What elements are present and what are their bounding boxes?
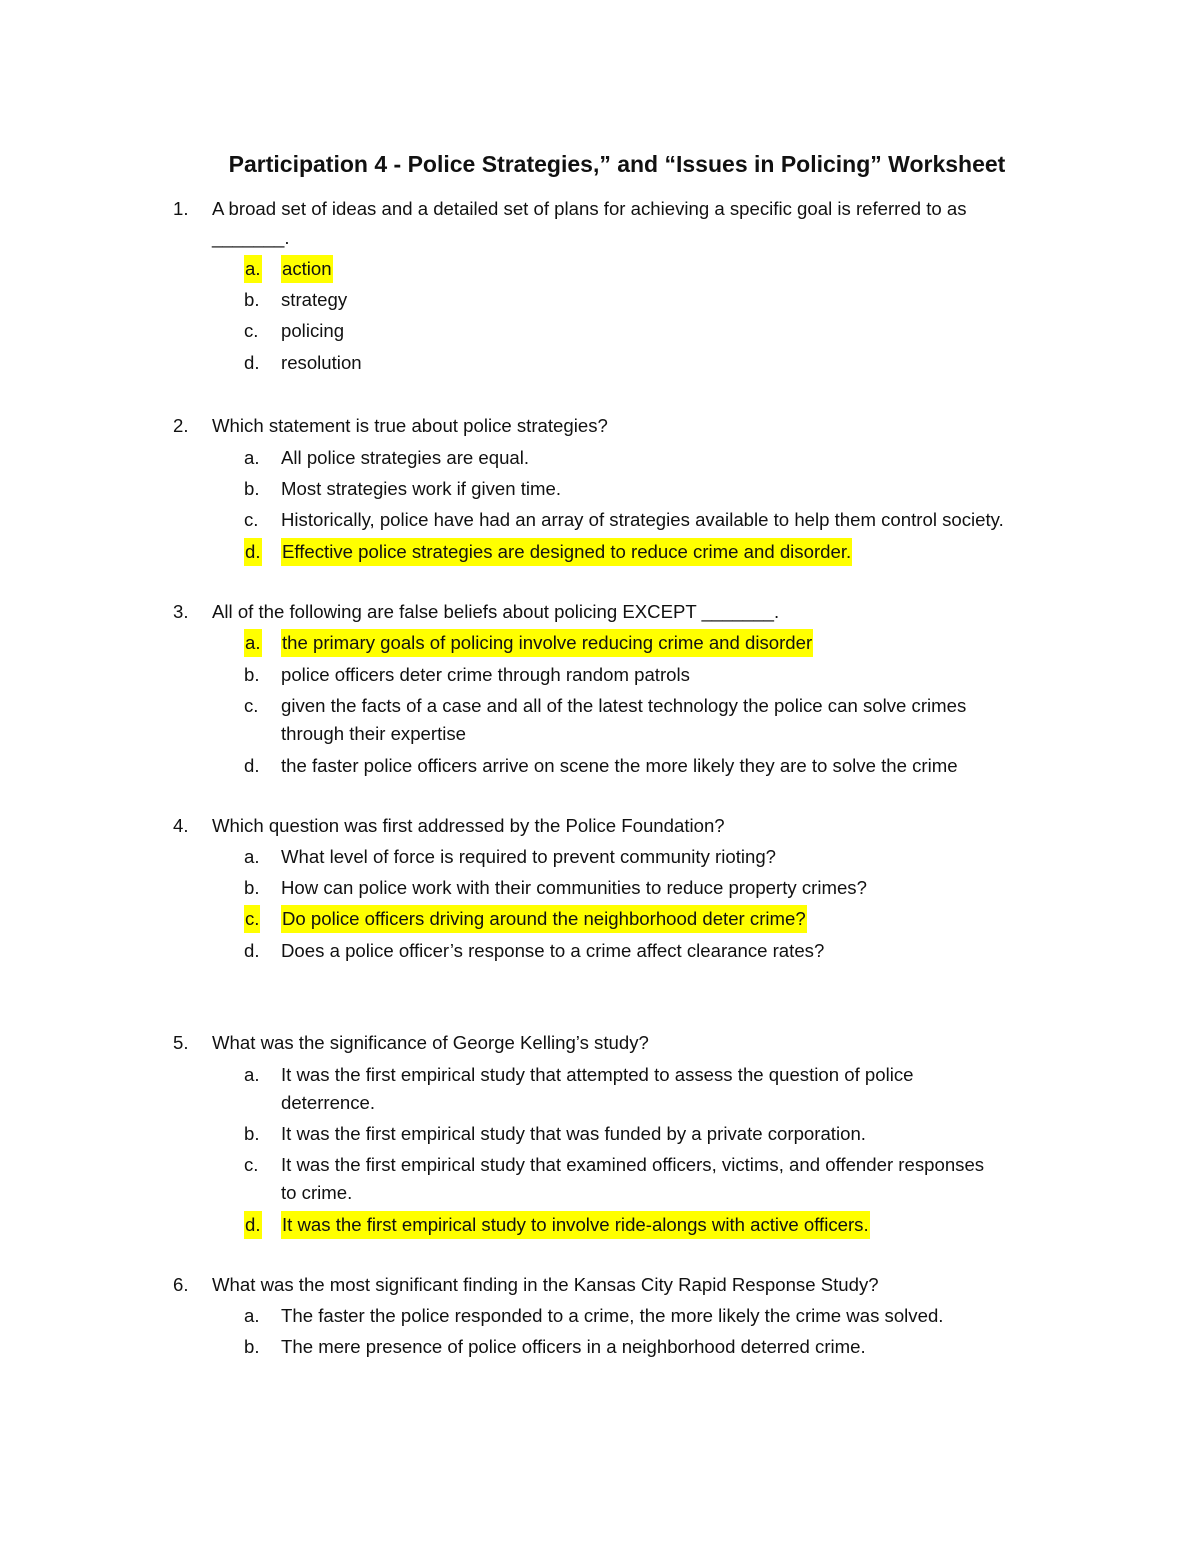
option-text: It was the first empirical study that examined officers, victims, and offender responses — [281, 1154, 985, 1175]
question-number: 1. — [173, 198, 189, 219]
option-letter: b. — [244, 664, 260, 685]
question-text: All of the following are false beliefs about policing EXCEPT _______. — [212, 601, 780, 622]
option-text: strategy — [281, 289, 348, 310]
option-text: Historically, police have had an array of strategies available to help them control society. — [281, 509, 1004, 530]
option-text: the faster police officers arrive on scene the more likely they are to solve the crime — [281, 755, 958, 776]
option-text: What level of force is required to prevent community rioting? — [281, 846, 777, 867]
question-number: 5. — [173, 1032, 189, 1053]
option-letter: b. — [244, 1123, 260, 1144]
option-letter: d. — [244, 940, 260, 961]
option-text: police officers deter crime through random patrols — [281, 664, 690, 685]
option-letter: d. — [244, 755, 260, 776]
question-number: 3. — [173, 601, 189, 622]
option-text: It was the first empirical study that attempted to assess the question of police — [281, 1064, 914, 1085]
question-text: What was the significance of George Kelling’s study? — [212, 1032, 649, 1053]
question-number: 4. — [173, 815, 189, 836]
question-text: What was the most significant finding in the Kansas City Rapid Response Study? — [212, 1274, 879, 1295]
option-text-continuation: deterrence. — [281, 1092, 376, 1113]
option-text-continuation: through their expertise — [281, 723, 467, 744]
question-text: A broad set of ideas and a detailed set of plans for achieving a specific goal is referred to as — [212, 198, 967, 219]
option-letter: d. — [244, 538, 262, 566]
option-text: How can police work with their communities to reduce property crimes? — [281, 877, 867, 898]
option-text: All police strategies are equal. — [281, 447, 530, 468]
option-text-highlighted: It was the first empirical study to involve ride-alongs with active officers. — [281, 1211, 870, 1239]
option-letter: b. — [244, 1336, 260, 1357]
option-text: The faster the police responded to a crime, the more likely the crime was solved. — [281, 1305, 944, 1326]
option-text: Most strategies work if given time. — [281, 478, 562, 499]
option-letter: b. — [244, 289, 260, 310]
option-text: Does a police officer’s response to a crime affect clearance rates? — [281, 940, 825, 961]
option-letter: c. — [244, 695, 259, 716]
question-text-continuation: _______. — [212, 227, 290, 248]
option-letter: b. — [244, 478, 260, 499]
option-text-continuation: to crime. — [281, 1182, 353, 1203]
option-letter: a. — [244, 846, 260, 867]
option-letter: a. — [244, 629, 262, 657]
option-letter: b. — [244, 877, 260, 898]
option-letter: c. — [244, 905, 260, 933]
option-text-highlighted: action — [281, 255, 333, 283]
option-letter: a. — [244, 447, 260, 468]
worksheet-title: Participation 4 - Police Strategies,” and “Issues in Policing” Worksheet — [228, 151, 1006, 177]
question-number: 6. — [173, 1274, 189, 1295]
question-number: 2. — [173, 415, 189, 436]
option-letter: c. — [244, 1154, 259, 1175]
option-text: The mere presence of police officers in a neighborhood deterred crime. — [281, 1336, 866, 1357]
option-letter: d. — [244, 352, 260, 373]
option-letter: a. — [244, 1305, 260, 1326]
option-text: resolution — [281, 352, 362, 373]
option-letter: a. — [244, 255, 262, 283]
option-letter: a. — [244, 1064, 260, 1085]
option-text: policing — [281, 320, 345, 341]
question-text: Which question was first addressed by the Police Foundation? — [212, 815, 725, 836]
option-text: It was the first empirical study that was funded by a private corporation. — [281, 1123, 866, 1144]
option-text-highlighted: the primary goals of policing involve reducing crime and disorder — [281, 629, 813, 657]
question-text: Which statement is true about police strategies? — [212, 415, 608, 436]
option-letter: d. — [244, 1211, 262, 1239]
option-text-highlighted: Do police officers driving around the neighborhood deter crime? — [281, 905, 807, 933]
option-text: given the facts of a case and all of the latest technology the police can solve crimes — [281, 695, 967, 716]
option-text-highlighted: Effective police strategies are designed to reduce crime and disorder. — [281, 538, 852, 566]
option-letter: c. — [244, 509, 259, 530]
option-letter: c. — [244, 320, 259, 341]
